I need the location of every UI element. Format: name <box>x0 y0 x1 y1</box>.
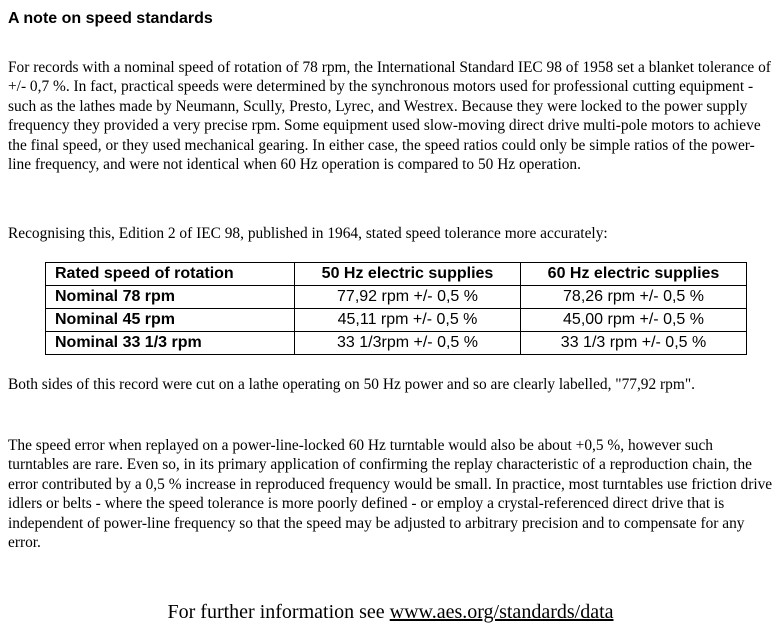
paragraph-iec-tolerance: For records with a nominal speed of rotation of 78 rpm, the International Standard IEC 98 of 1958 set a blanket tolerance of +/- 0,7 %. In fact, practical speeds were determined by the synchronous motors used for professional cutting equipment - such as the lathes made by Neumann, Scully, Presto, Lyrec, and Westrex. Because they were locked to the power supply frequency they provided a very precise rpm. Some equipment used slow-moving direct drive multi-pole motors to achieve the final speed, or they used mechanical gearing. In either case, the speed ratios could only be simple ratios of the power-line frequency, and were not identical when 60 Hz operation is compared to 50 Hz operation. <box>8 59 771 174</box>
header-60hz: 60 Hz electric supplies <box>521 263 747 286</box>
document-title: A note on speed standards <box>8 10 213 27</box>
header-50hz: 50 Hz electric supplies <box>295 263 521 286</box>
cell-60hz: 33 1/3 rpm +/- 0,5 % <box>521 332 747 355</box>
header-rated-speed: Rated speed of rotation <box>46 263 295 286</box>
cell-rated-speed: Nominal 33 1/3 rpm <box>46 332 295 355</box>
footer-prefix: For further information see <box>167 601 390 623</box>
cell-60hz: 45,00 rpm +/- 0,5 % <box>521 309 747 332</box>
paragraph-speed-error: The speed error when replayed on a power-line-locked 60 Hz turntable would also be about +0,5 %, however such turntables are rare. Even so, in its primary application of confirming the replay characteristic of a reproduction chain, the error contributed by a 0,5 % increase in reproduced frequency would be small. In practice, most turntables use friction drive idlers or belts - where the speed tolerance is more poorly defined - or employ a crystal-referenced direct drive that is independent of power-line frequency so that the speed may be adjusted to arbitrary precision and to compensate for any error. <box>8 437 773 552</box>
cell-50hz: 77,92 rpm +/- 0,5 % <box>295 286 521 309</box>
cell-rated-speed: Nominal 78 rpm <box>46 286 295 309</box>
footer-further-information <box>0 601 781 624</box>
cell-60hz: 78,26 rpm +/- 0,5 % <box>521 286 747 309</box>
cell-50hz: 45,11 rpm +/- 0,5 % <box>295 309 521 332</box>
cell-rated-speed: Nominal 45 rpm <box>46 309 295 332</box>
table-row <box>46 286 747 309</box>
table-header-row <box>46 263 747 286</box>
cell-50hz: 33 1/3rpm +/- 0,5 % <box>295 332 521 355</box>
table-row <box>46 309 747 332</box>
footer-link[interactable]: www.aes.org/standards/data <box>389 601 614 623</box>
paragraph-record-cut: Both sides of this record were cut on a lathe operating on 50 Hz power and so are clearly labelled, "77,92 rpm". <box>8 376 695 393</box>
paragraph-edition-2: Recognising this, Edition 2 of IEC 98, published in 1964, stated speed tolerance more accurately: <box>8 225 608 242</box>
speed-tolerance-table <box>45 262 747 355</box>
table-row <box>46 332 747 355</box>
